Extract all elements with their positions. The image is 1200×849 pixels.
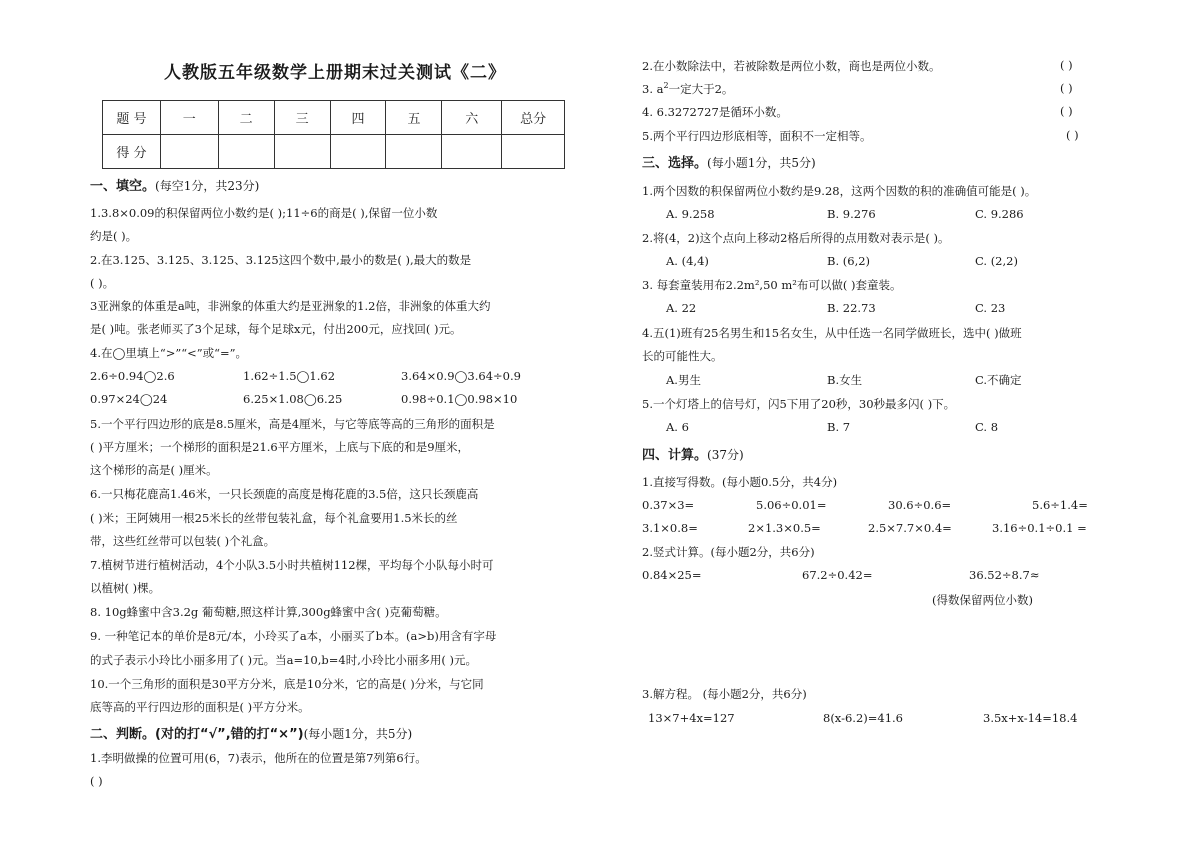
choice-option[interactable]: C. 23 <box>975 301 1006 315</box>
section-1-title: 一、填空。 <box>90 179 156 194</box>
judge-text: 一定大于2。 <box>668 82 734 96</box>
choice-option[interactable]: B.女生 <box>827 373 863 387</box>
judge-text: 3. a <box>642 82 664 96</box>
choice-question: 1.两个因数的积保留两位小数约是9.28，这两个因数的积的准确值可能是( )。 <box>642 184 1037 198</box>
fill-line: 约是( )。 <box>90 229 138 243</box>
score-input-cell[interactable] <box>160 135 218 169</box>
fill-line: ( )平方厘米；一个梯形的面积是21.6平方厘米，上底与下底的和是9厘米， <box>90 440 470 454</box>
choice-question: 3. 每套童装用布2.2m²,50 m²布可以做( )套童装。 <box>642 278 902 292</box>
section-1-heading <box>90 175 259 194</box>
choice-option[interactable]: A. 22 <box>666 301 697 315</box>
compare-item: 6.25×1.08◯6.25 <box>243 392 343 406</box>
calc-item: 3.1×0.8= <box>642 521 698 535</box>
calc-item: 0.37×3= <box>642 498 695 512</box>
calc-item: 2×1.3×0.5= <box>748 521 821 535</box>
choice-option[interactable]: A. 6 <box>666 420 689 434</box>
fill-line: 10.一个三角形的面积是30平方分米，底是10分米，它的高是( )分米，与它同 <box>90 677 484 691</box>
section-4-title: 四、计算。 <box>642 448 708 463</box>
choice-question: 长的可能性大。 <box>642 349 723 363</box>
judge-item: 4. 6.3272727是循环小数。 <box>642 105 788 119</box>
compare-item: 3.64×0.9◯3.64÷0.9 <box>401 369 521 383</box>
choice-option[interactable]: A.男生 <box>666 373 701 387</box>
choice-option[interactable]: C. 9.286 <box>975 207 1024 221</box>
fill-line: ( )米；王阿姨用一根25米长的丝带包装礼盒，每个礼盒要用1.5米长的丝 <box>90 511 458 525</box>
fill-line: 6.一只梅花鹿高1.46米，一只长颈鹿的高度是梅花鹿的3.5倍，这只长颈鹿高 <box>90 487 479 501</box>
score-table <box>102 100 565 169</box>
exponent: 2 <box>663 81 669 91</box>
section-3-heading <box>642 152 816 171</box>
choice-option[interactable]: B. (6,2) <box>827 254 871 268</box>
score-input-cell[interactable] <box>502 135 565 169</box>
calc-item: 3.16÷0.1÷0.1 = <box>992 521 1087 535</box>
fill-line: 以植树( )棵。 <box>90 581 161 595</box>
page-title: 人教版五年级数学上册期末过关测试《二》 <box>164 63 506 83</box>
answer-parens[interactable]: ( ) <box>1060 81 1073 95</box>
calc-subheading: 3.解方程。 (每小题2分，共6分) <box>642 687 807 701</box>
section-3-title: 三、选择。 <box>642 156 708 171</box>
score-cell: 五 <box>386 101 442 135</box>
calc-item: 30.6÷0.6= <box>888 498 952 512</box>
fill-line: 底等高的平行四边形的面积是( )平方分米。 <box>90 700 310 714</box>
calc-item: 0.84×25= <box>642 568 702 582</box>
calc-note: (得数保留两位小数) <box>932 593 1033 607</box>
score-input-cell[interactable] <box>330 135 386 169</box>
calc-item: 67.2÷0.42= <box>802 568 873 582</box>
answer-parens[interactable]: ( ) <box>90 774 103 788</box>
section-2-title: 二、判断。(对的打“√”,错的打“×”) <box>90 727 304 742</box>
calc-item: 5.06÷0.01= <box>756 498 827 512</box>
compare-item: 0.98÷0.1◯0.98×10 <box>401 392 518 406</box>
fill-line: 的式子表示小玲比小丽多用了( )元。当a=10,b=4时,小玲比小丽多用( )元。 <box>90 653 478 667</box>
equation-item: 8(x-6.2)=41.6 <box>823 711 903 725</box>
judge-item: 5.两个平行四边形底相等，面积不一定相等。 <box>642 129 872 143</box>
choice-option[interactable]: B. 9.276 <box>827 207 876 221</box>
score-row-label: 得 分 <box>103 135 161 169</box>
section-3-points: (每小题1分，共5分) <box>707 156 816 170</box>
score-cell: 六 <box>442 101 502 135</box>
fill-line: 4.在◯里填上“>”“<”或“=”。 <box>90 346 248 360</box>
fill-line: 这个梯形的高是( )厘米。 <box>90 463 218 477</box>
fill-line: 9. 一种笔记本的单价是8元/本，小玲买了a本，小丽买了b本。(a>b)用含有字母 <box>90 629 497 643</box>
choice-option[interactable]: A. 9.258 <box>666 207 715 221</box>
choice-option[interactable]: A. (4,4) <box>666 254 709 268</box>
fill-line: 3亚洲象的体重是a吨，非洲象的体重大约是亚洲象的1.2倍，非洲象的体重大约 <box>90 299 491 313</box>
calc-subheading: 1.直接写得数。(每小题0.5分，共4分) <box>642 475 838 489</box>
judge-item <box>642 81 733 97</box>
fill-line: 7.植树节进行植树活动，4个小队3.5小时共植树112棵，平均每个小队每小时可 <box>90 558 494 572</box>
equation-item: 3.5x+x-14=18.4 <box>983 711 1078 725</box>
choice-option[interactable]: C. 8 <box>975 420 999 434</box>
answer-parens[interactable]: ( ) <box>1066 128 1079 142</box>
choice-option[interactable]: C. (2,2) <box>975 254 1018 268</box>
score-input-cell[interactable] <box>442 135 502 169</box>
equation-item: 13×7+4x=127 <box>648 711 735 725</box>
score-table-header-row <box>103 101 565 135</box>
choice-option[interactable]: C.不确定 <box>975 373 1022 387</box>
choice-option[interactable]: B. 22.73 <box>827 301 876 315</box>
score-cell: 一 <box>160 101 218 135</box>
fill-line: ( )。 <box>90 276 115 290</box>
section-1-points: (每空1分，共23分) <box>155 179 260 193</box>
fill-line: 是( )吨。张老师买了3个足球，每个足球x元，付出200元，应找回( )元。 <box>90 322 462 336</box>
score-cell: 总分 <box>502 101 565 135</box>
fill-line: 5.一个平行四边形的底是8.5厘米，高是4厘米，与它等底等高的三角形的面积是 <box>90 417 495 431</box>
judge-item: 2.在小数除法中，若被除数是两位小数，商也是两位小数。 <box>642 59 941 73</box>
answer-parens[interactable]: ( ) <box>1060 58 1073 72</box>
choice-question: 5.一个灯塔上的信号灯，闪5下用了20秒，30秒最多闪( )下。 <box>642 397 956 411</box>
choice-option[interactable]: B. 7 <box>827 420 851 434</box>
score-input-cell[interactable] <box>386 135 442 169</box>
compare-item: 1.62÷1.5◯1.62 <box>243 369 336 383</box>
fill-line: 带，这些红丝带可以包装( )个礼盒。 <box>90 534 276 548</box>
compare-item: 0.97×24◯24 <box>90 392 168 406</box>
section-4-heading <box>642 444 744 463</box>
fill-line: 1.3.8×0.09的积保留两位小数约是( );11÷6的商是( ),保留一位小数 <box>90 206 438 220</box>
answer-parens[interactable]: ( ) <box>1060 104 1073 118</box>
score-table-score-row <box>103 135 565 169</box>
section-2-points: (每小题1分，共5分) <box>303 727 413 741</box>
score-input-cell[interactable] <box>274 135 330 169</box>
judge-item: 1.李明做操的位置可用(6，7)表示，他所在的位置是第7列第6行。 <box>90 751 427 765</box>
compare-item: 2.6÷0.94◯2.6 <box>90 369 175 383</box>
score-cell: 三 <box>274 101 330 135</box>
score-cell: 四 <box>330 101 386 135</box>
fill-line: 2.在3.125、3.125、3.125、3.125这四个数中,最小的数是( ),最大的数是 <box>90 253 472 267</box>
calc-subheading: 2.竖式计算。(每小题2分，共6分) <box>642 545 815 559</box>
score-cell: 题 号 <box>103 101 161 135</box>
calc-item: 36.52÷8.7≈ <box>969 568 1040 582</box>
section-4-points: (37分) <box>707 448 744 462</box>
fill-line: 8. 10g蜂蜜中含3.2g 葡萄糖,照这样计算,300g蜂蜜中含( )克葡萄糖。 <box>90 605 447 619</box>
section-2-heading <box>90 723 412 742</box>
calc-item: 2.5×7.7×0.4= <box>868 521 952 535</box>
choice-question: 4.五(1)班有25名男生和15名女生，从中任选一名同学做班长，选中( )做班 <box>642 326 1022 340</box>
choice-question: 2.将(4，2)这个点向上移动2格后所得的点用数对表示是( )。 <box>642 231 950 245</box>
calc-item: 5.6÷1.4= <box>1032 498 1088 512</box>
score-input-cell[interactable] <box>218 135 274 169</box>
score-cell: 二 <box>218 101 274 135</box>
